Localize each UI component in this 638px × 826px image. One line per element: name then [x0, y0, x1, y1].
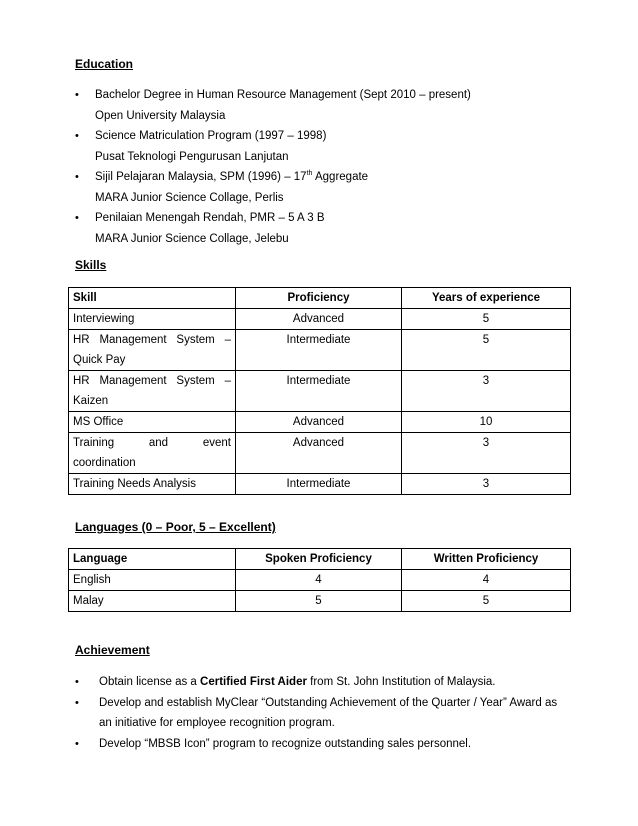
- achievement-item-text: Develop “MBSB Icon” program to recognize outstanding sales personnel.: [99, 738, 472, 750]
- table-header-row: [69, 288, 571, 309]
- proficiency-cell: Advanced: [236, 309, 402, 330]
- proficiency-cell: Advanced: [236, 433, 402, 474]
- skill-line: Kaizen: [73, 395, 109, 407]
- achievement-text-pre: Obtain license as a: [99, 676, 201, 688]
- column-header-written: Written Proficiency: [402, 549, 571, 570]
- table-row: [69, 309, 571, 330]
- achievement-item-text: [99, 677, 496, 689]
- education-item-title: Bachelor Degree in Human Resource Management (Sept 2010 – present): [95, 89, 471, 101]
- bullet-icon: •: [75, 738, 79, 750]
- years-cell: 5: [402, 309, 571, 330]
- skill-cell: [69, 330, 236, 371]
- education-item-title: [95, 172, 368, 184]
- proficiency-cell: Advanced: [236, 412, 402, 433]
- achievement-item-text-cont: an initiative for employee recognition program.: [99, 717, 335, 729]
- education-item-title: Science Matriculation Program (1997 – 1998): [95, 130, 327, 142]
- skill-line: coordination: [73, 457, 136, 469]
- skill-cell: Training Needs Analysis: [69, 474, 236, 495]
- years-cell: 5: [402, 330, 571, 371]
- skills-table: [68, 287, 571, 495]
- achievement-text-post: from St. John Institution of Malaysia.: [306, 676, 496, 688]
- education-item-title-text: Sijil Pelajaran Malaysia, SPM (1996) – 17: [95, 171, 307, 183]
- education-item-title-suffix: Aggregate: [312, 171, 369, 183]
- table-row: [69, 371, 571, 412]
- achievement-heading: Achievement: [75, 643, 150, 657]
- languages-heading: Languages (0 – Poor, 5 – Excellent): [75, 520, 276, 534]
- column-header-skill: Skill: [69, 288, 236, 309]
- table-row: [69, 591, 571, 612]
- skill-line: HR Management System –: [73, 334, 231, 346]
- bullet-icon: •: [75, 697, 79, 709]
- column-header-spoken: Spoken Proficiency: [236, 549, 402, 570]
- table-row: [69, 570, 571, 591]
- years-cell: 10: [402, 412, 571, 433]
- achievement-item-text: Develop and establish MyClear “Outstanding Achievement of the Quarter / Year” Award as: [99, 697, 558, 709]
- education-item-institution: Open University Malaysia: [95, 110, 226, 122]
- languages-table: [68, 548, 571, 612]
- skill-cell: MS Office: [69, 412, 236, 433]
- bullet-icon: •: [75, 171, 79, 183]
- years-cell: 3: [402, 371, 571, 412]
- years-cell: 3: [402, 474, 571, 495]
- table-row: [69, 433, 571, 474]
- spoken-cell: 5: [236, 591, 402, 612]
- written-cell: 4: [402, 570, 571, 591]
- skill-line: Training and event: [73, 437, 231, 449]
- written-cell: 5: [402, 591, 571, 612]
- education-item-institution: MARA Junior Science Collage, Perlis: [95, 192, 284, 204]
- skill-cell: [69, 433, 236, 474]
- superscript: th: [306, 170, 313, 177]
- skills-heading: Skills: [75, 258, 107, 272]
- achievement-text-bold: Certified First Aider: [200, 676, 307, 688]
- bullet-icon: •: [75, 130, 79, 142]
- years-cell: 3: [402, 433, 571, 474]
- column-header-proficiency: Proficiency: [236, 288, 402, 309]
- proficiency-cell: Intermediate: [236, 474, 402, 495]
- skill-line: Quick Pay: [73, 354, 126, 366]
- education-item-title: Penilaian Menengah Rendah, PMR – 5 A 3 B: [95, 212, 325, 224]
- proficiency-cell: Intermediate: [236, 330, 402, 371]
- skill-cell: Interviewing: [69, 309, 236, 330]
- skill-line: HR Management System –: [73, 375, 231, 387]
- column-header-language: Language: [69, 549, 236, 570]
- table-row: [69, 412, 571, 433]
- table-row: [69, 474, 571, 495]
- education-item-institution: MARA Junior Science Collage, Jelebu: [95, 233, 289, 245]
- bullet-icon: •: [75, 676, 79, 688]
- table-row: [69, 330, 571, 371]
- education-item-institution: Pusat Teknologi Pengurusan Lanjutan: [95, 151, 289, 163]
- column-header-years: Years of experience: [402, 288, 571, 309]
- bullet-icon: •: [75, 89, 79, 101]
- education-heading: Education: [75, 57, 134, 71]
- spoken-cell: 4: [236, 570, 402, 591]
- table-header-row: [69, 549, 571, 570]
- language-cell: English: [69, 570, 236, 591]
- skill-cell: [69, 371, 236, 412]
- bullet-icon: •: [75, 212, 79, 224]
- language-cell: Malay: [69, 591, 236, 612]
- proficiency-cell: Intermediate: [236, 371, 402, 412]
